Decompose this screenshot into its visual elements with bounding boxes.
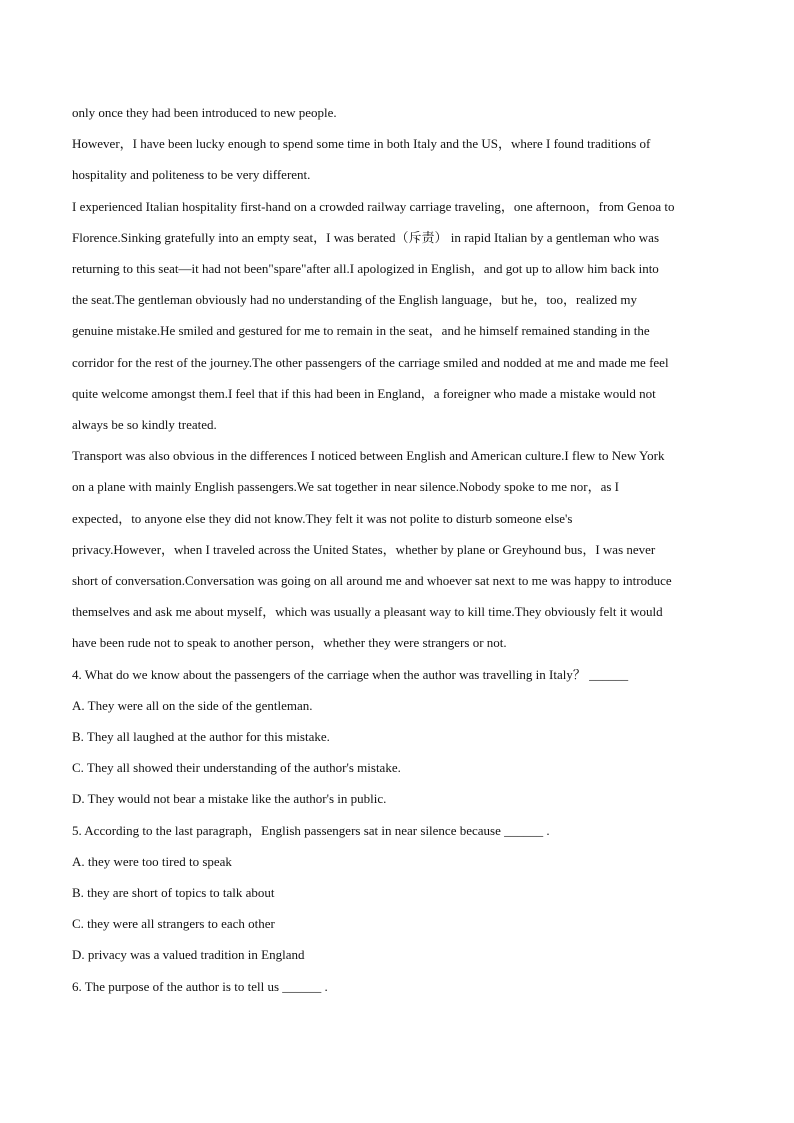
text-line: privacy.However，when I traveled across the United States，whether by plane or Greyhound bus，I was never (72, 541, 656, 557)
passage-paragraph-3 (72, 191, 724, 441)
question-stem: 4. What do we know about the passengers of the carriage when the author was travelling in Italy？ ______ (72, 666, 629, 682)
option-c: C. They all showed their understanding of the author's mistake. (72, 760, 401, 776)
text-line: corridor for the rest of the journey.The other passengers of the carriage smiled and nodded at me and made me feel (72, 354, 669, 370)
option-d: D. They would not bear a mistake like the author's in public. (72, 791, 387, 807)
option-b: B. They all laughed at the author for this mistake. (72, 729, 330, 745)
question-4 (72, 659, 724, 815)
text-line: quite welcome amongst them.I feel that if this had been in England，a foreigner who made a mistake would not (72, 385, 656, 401)
document-page (72, 97, 724, 1002)
question-stem: 5. According to the last paragraph，English passengers sat in near silence because ______ . (72, 822, 550, 838)
passage-paragraph-4 (72, 440, 724, 658)
option-a: A. They were all on the side of the gentleman. (72, 697, 313, 713)
passage-paragraph-2 (72, 128, 724, 190)
text-line: I experienced Italian hospitality first-hand on a crowded railway carriage traveling，one afternoon，from Genoa to (72, 198, 675, 214)
option-a: A. they were too tired to speak (72, 853, 232, 869)
text-line: short of conversation.Conversation was going on all around me and whoever sat next to me was happy to introduce (72, 573, 672, 589)
option-b: B. they are short of topics to talk about (72, 885, 275, 901)
text-line: on a plane with mainly English passengers.We sat together in near silence.Nobody spoke to me nor，as I (72, 479, 619, 495)
text-line: only once they had been introduced to new people. (72, 105, 337, 120)
question-6 (72, 971, 724, 1002)
text-line: hospitality and politeness to be very different. (72, 167, 311, 183)
text-line: always be so kindly treated. (72, 417, 217, 433)
passage (72, 97, 724, 659)
text-line: Transport was also obvious in the differences I noticed between English and American culture.I flew to New York (72, 448, 665, 464)
text-line: themselves and ask me about myself，which was usually a pleasant way to kill time.They obviously felt it would (72, 604, 663, 620)
option-c: C. they were all strangers to each other (72, 916, 275, 932)
text-line: have been rude not to speak to another person，whether they were strangers or not. (72, 635, 507, 651)
option-d: D. privacy was a valued tradition in England (72, 947, 305, 963)
question-5 (72, 815, 724, 971)
text-line: the seat.The gentleman obviously had no understanding of the English language，but he，too，realized my (72, 292, 637, 308)
text-line: returning to this seat—it had not been"spare"after all.I apologized in English，and got up to allow him back into (72, 261, 659, 277)
text-line: Florence.Sinking gratefully into an empty seat，I was berated（斥责） in rapid Italian by a gentleman who was (72, 229, 660, 245)
text-line: However，I have been lucky enough to spend some time in both Italy and the US，where I found traditions of (72, 136, 651, 152)
passage-paragraph-1 (72, 97, 724, 128)
text-line: genuine mistake.He smiled and gestured for me to remain in the seat，and he himself remained standing in the (72, 323, 650, 339)
text-line: expected，to anyone else they did not know.They felt it was not polite to disturb someone else's (72, 510, 573, 526)
question-stem: 6. The purpose of the author is to tell us ______ . (72, 978, 328, 994)
